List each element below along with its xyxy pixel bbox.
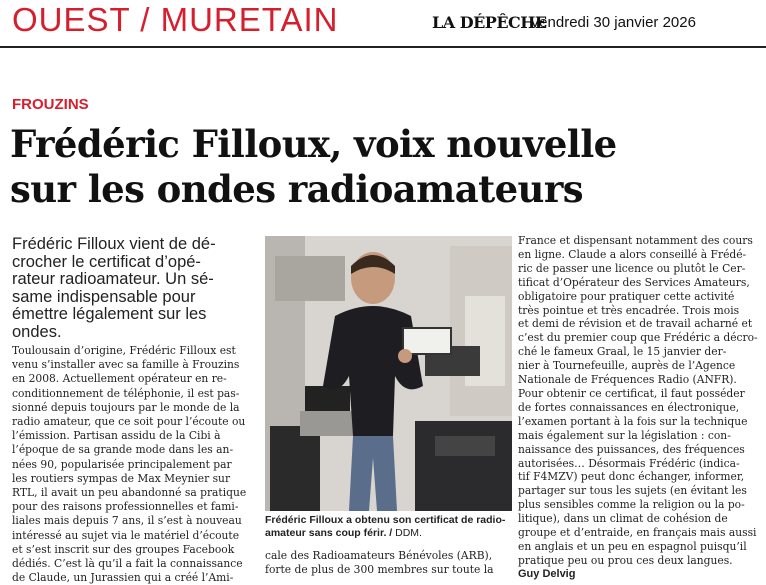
body-line: de fortes connaissances en électronique, xyxy=(518,400,740,414)
lead-line: émettre légalement sur les xyxy=(12,305,207,324)
article-headline xyxy=(10,122,760,212)
newspaper-masthead: LA DÉPÊCHE xyxy=(432,13,547,32)
body-line: en anglais et un peu en espagnol puisqu’il xyxy=(518,539,747,553)
body-line: et s’est inscrit sur des groupes Facebook xyxy=(12,542,235,556)
author-signature: Guy Delvig xyxy=(518,567,576,580)
caption-line: Frédéric Filloux a obtenu son certificat de radio- xyxy=(265,514,506,526)
page-header xyxy=(0,0,766,44)
body-line: intéressé au sujet via le matériel d’écoute xyxy=(12,528,240,542)
lead-line: Frédéric Filloux vient de dé- xyxy=(12,235,216,253)
headline-line: sur les ondes radioamateurs xyxy=(10,167,583,211)
photo-caption xyxy=(265,514,515,540)
lead-line: ondes. xyxy=(12,322,62,341)
article-column-1 xyxy=(12,344,260,585)
lead-line: rateur radioamateur. Un sé- xyxy=(12,270,214,289)
body-line: radio amateur, que ce soit pour l’écoute ou xyxy=(12,415,246,429)
body-line: l’époque de sa grande mode dans les an- xyxy=(12,443,234,457)
body-line: naissance des puissances, des fréquences xyxy=(518,442,745,456)
body-line: Toulousain d’origine, Frédéric Filloux est xyxy=(12,344,236,357)
body-line: les routiers sympas de Max Meynier sur xyxy=(12,471,231,485)
body-line: plus sensibles comme la religion ou la po- xyxy=(518,498,745,512)
caption-line: amateur sans coup férir. / DDM. xyxy=(265,527,422,539)
article-photo xyxy=(265,236,512,511)
body-line: ché le fameux Graal, le 15 janvier der- xyxy=(518,345,727,359)
article-kicker: FROUZINS xyxy=(12,96,89,113)
body-line: l’examen portant à la fois sur la technique xyxy=(518,414,748,428)
body-line: dédiés. C’est là qu’il a fait la connaissance xyxy=(12,557,243,571)
issue-date: Vendredi 30 janvier 2026 xyxy=(530,14,696,31)
body-line: partager sur tous les sujets (en évitant les xyxy=(518,484,747,498)
body-line: sionné depuis toujours par le monde de la xyxy=(12,400,240,414)
body-line: tificat d’Opérateur des Services Amateurs, xyxy=(518,275,750,289)
body-line: en 2008. Actuellement opérateur en re- xyxy=(12,372,227,386)
body-line: autorisées… Désormais Frédéric (indica- xyxy=(518,456,740,470)
lead-line: same indispensable pour xyxy=(12,287,196,306)
body-line: cale des Radioamateurs Bénévoles (ARB), xyxy=(265,549,493,562)
body-line: venu s’installer avec sa famille à Frouzins xyxy=(12,358,240,372)
body-line: obligatoire pour pratiquer cette activité xyxy=(518,289,735,303)
body-line: ric de passer une licence ou plutôt le Cer- xyxy=(518,261,746,275)
headline-line: Frédéric Filloux, voix nouvelle xyxy=(10,122,617,166)
body-line: tif F4MZV) peut donc échanger, informer, xyxy=(518,470,745,484)
body-line: Nationale de Fréquences Radio (ANFR). xyxy=(518,373,737,387)
article-lead xyxy=(12,236,258,342)
body-line: litique), dans un climat de cohésion de xyxy=(518,512,728,526)
body-line: France et dispensant notamment des cours xyxy=(518,234,753,247)
body-line: l’émission. Partisan assidu de la Cibi à xyxy=(12,429,221,443)
header-rule xyxy=(0,46,766,48)
body-line: pratique peu ou prou ces deux langues. xyxy=(518,553,733,567)
body-line: conditionnement de téléphonie, il est pas- xyxy=(12,386,240,400)
body-line: et demi de révision et de travail acharné et xyxy=(518,317,753,331)
article-column-2 xyxy=(265,549,513,577)
section-title: OUEST / MURETAIN xyxy=(12,1,339,38)
body-line: nées 90, popularisée principalement par xyxy=(12,457,232,471)
lead-line: crocher le certificat d’opé- xyxy=(12,252,201,271)
photo-credit: DDM. xyxy=(395,527,422,539)
article-column-3 xyxy=(518,234,764,582)
body-line: très pointue et très encadrée. Trois mois xyxy=(518,303,740,317)
body-line: pour des raisons professionnelles et fami- xyxy=(12,500,239,514)
body-line: c’est du premier coup que Frédéric a décro- xyxy=(518,331,758,345)
body-line: forte de plus de 300 membres sur toute la xyxy=(265,563,494,577)
body-line: en ligne. Claude a alors conseillé à Frédé- xyxy=(518,247,747,261)
body-line: mais également sur la législation : con- xyxy=(518,428,731,442)
body-line: groupe et d’entraide, en français mais aussi xyxy=(518,526,757,540)
body-line: liales mais depuis 7 ans, il s’est à nouveau xyxy=(12,514,242,528)
body-line: RTL, il avait un peu abandonné sa pratique xyxy=(12,486,247,500)
body-line: Pour obtenir ce certificat, il faut posséder xyxy=(518,386,745,400)
body-line: nier à Tournefeuille, auprès de l’Agence xyxy=(518,359,736,373)
photo-illustration xyxy=(265,236,512,511)
body-line: de Claude, un Jurassien qui a créé l’Ami- xyxy=(12,571,234,585)
